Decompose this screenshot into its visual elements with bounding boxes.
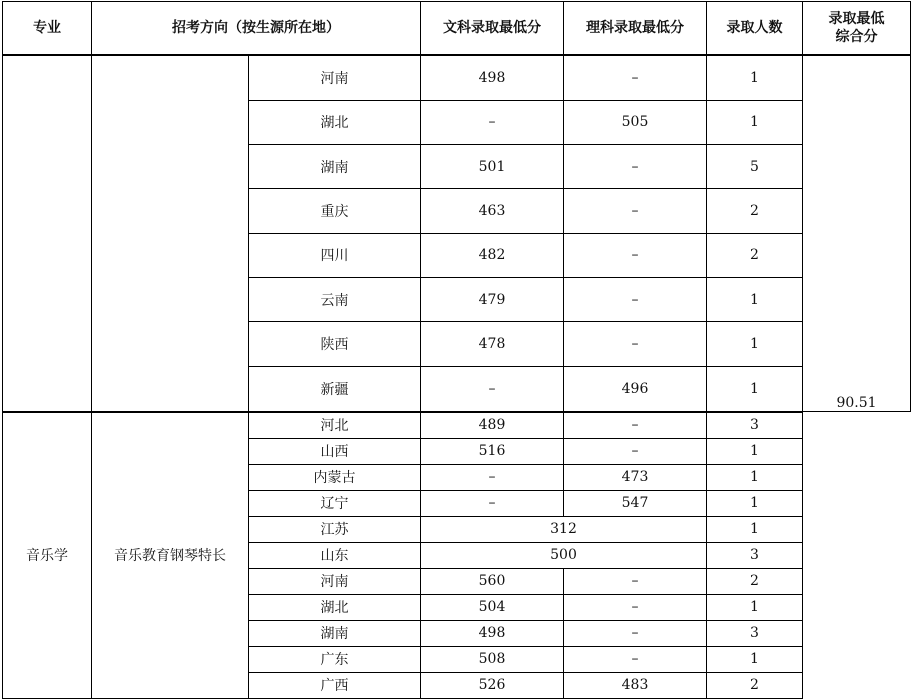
arts-min-cell: 501 [421,145,564,189]
science-min-cell: 547 [564,490,707,516]
arts-min-cell: – [421,490,564,516]
admitted-count-cell: 1 [707,464,803,490]
province-cell: 湖南 [249,145,421,189]
arts-min-cell: 516 [421,438,564,464]
major-cell-blank [3,55,92,412]
science-min-cell: – [564,278,707,322]
admitted-count-cell: 3 [707,412,803,439]
science-min-cell: – [564,412,707,439]
composite-min-cell [803,55,911,412]
header-science-min: 理科录取最低分 [564,2,707,56]
province-cell: 四川 [249,233,421,277]
admitted-count-cell: 1 [707,100,803,144]
arts-min-cell: 526 [421,672,564,698]
direction-cell-blank [92,55,249,412]
admitted-count-cell: 1 [707,490,803,516]
arts-min-cell: 498 [421,620,564,646]
science-min-cell: – [564,233,707,277]
science-min-cell: 483 [564,672,707,698]
arts-min-cell: 463 [421,189,564,233]
admitted-count-cell: 1 [707,366,803,411]
science-min-cell: – [564,322,707,366]
combined-min-cell: 500 [421,542,707,568]
province-cell: 河南 [249,568,421,594]
province-cell: 山东 [249,542,421,568]
science-min-cell: – [564,646,707,672]
admitted-count-cell: 2 [707,672,803,698]
arts-min-cell: 504 [421,594,564,620]
province-cell: 河北 [249,412,421,439]
arts-min-cell: – [421,366,564,411]
science-min-cell: – [564,189,707,233]
header-composite-min-line2: 综合分 [835,29,878,45]
admitted-count-cell: 2 [707,233,803,277]
table-row [3,412,911,439]
province-cell: 内蒙古 [249,464,421,490]
science-min-cell: – [564,438,707,464]
province-cell: 陕西 [249,322,421,366]
province-cell: 辽宁 [249,490,421,516]
admitted-count-cell: 1 [707,278,803,322]
admission-score-table [2,1,911,699]
table-body-group-a [3,55,911,412]
admitted-count-cell: 5 [707,145,803,189]
province-cell: 湖北 [249,100,421,144]
science-min-cell: – [564,145,707,189]
province-cell: 湖南 [249,620,421,646]
province-cell: 新疆 [249,366,421,411]
arts-min-cell: 479 [421,278,564,322]
header-major: 专业 [3,2,92,56]
province-cell: 广东 [249,646,421,672]
arts-min-cell: 482 [421,233,564,277]
major-cell: 音乐学 [3,412,92,699]
admitted-count-cell: 1 [707,438,803,464]
header-composite-min [803,2,911,56]
province-cell: 湖北 [249,594,421,620]
arts-min-cell: – [421,100,564,144]
arts-min-cell: 508 [421,646,564,672]
header-row [3,2,911,56]
header-direction: 招考方向（按生源所在地） [92,2,421,56]
science-min-cell: – [564,620,707,646]
admitted-count-cell: 1 [707,594,803,620]
admitted-count-cell: 1 [707,55,803,100]
admitted-count-cell: 3 [707,620,803,646]
arts-min-cell: 478 [421,322,564,366]
admitted-count-cell: 3 [707,542,803,568]
admitted-count-cell: 1 [707,322,803,366]
arts-min-cell: 498 [421,55,564,100]
province-cell: 广西 [249,672,421,698]
science-min-cell: – [564,55,707,100]
arts-min-cell: – [421,464,564,490]
admitted-count-cell: 2 [707,568,803,594]
header-arts-min: 文科录取最低分 [421,2,564,56]
science-min-cell: 473 [564,464,707,490]
province-cell: 云南 [249,278,421,322]
combined-min-cell: 312 [421,516,707,542]
science-min-cell: 505 [564,100,707,144]
header-composite-min-line1: 录取最低 [828,11,885,27]
header-admitted-count: 录取人数 [707,2,803,56]
direction-cell: 音乐教育钢琴特长 [92,412,249,699]
province-cell: 河南 [249,55,421,100]
table-row [3,55,911,100]
science-min-cell: 496 [564,366,707,411]
admitted-count-cell: 1 [707,646,803,672]
admitted-count-cell: 2 [707,189,803,233]
composite-min-value: 90.51 [836,395,877,411]
table-body-group-b [3,412,911,699]
science-min-cell: – [564,594,707,620]
arts-min-cell: 489 [421,412,564,439]
province-cell: 山西 [249,438,421,464]
province-cell: 重庆 [249,189,421,233]
province-cell: 江苏 [249,516,421,542]
arts-min-cell: 560 [421,568,564,594]
admitted-count-cell: 1 [707,516,803,542]
science-min-cell: – [564,568,707,594]
